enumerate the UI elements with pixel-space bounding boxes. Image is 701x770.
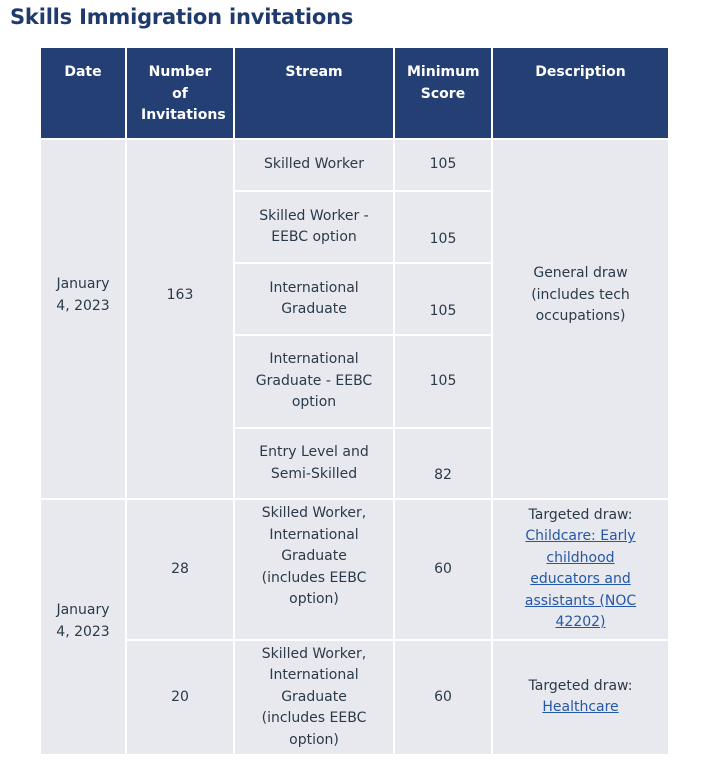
table-header-row — [40, 47, 669, 139]
table-row — [40, 499, 669, 640]
column-header-number-of-invitations: Number of Invitations — [126, 47, 234, 139]
stream-cell: Entry Level and Semi-Skilled — [234, 428, 394, 499]
description-cell — [492, 499, 669, 640]
description-cell — [492, 640, 669, 756]
invitations-table — [39, 46, 670, 756]
number-of-invitations-cell: 163 — [126, 139, 234, 499]
stream-cell: Skilled Worker - EEBC option — [234, 191, 394, 263]
stream-cell: Skilled Worker — [234, 139, 394, 191]
stream-cell: International Graduate — [234, 263, 394, 335]
date-cell: January 4, 2023 — [40, 139, 126, 499]
minimum-score-cell: 60 — [394, 499, 492, 640]
description-prefix: Targeted draw: — [528, 677, 633, 694]
childcare-link[interactable]: Childcare: Early childhood educators and assistants (NOC 42202) — [524, 528, 637, 631]
stream-cell: Skilled Worker, International Graduate (includes EEBC option) — [234, 499, 394, 640]
date-cell: January 4, 2023 — [40, 499, 126, 755]
minimum-score-cell: 60 — [394, 640, 492, 756]
minimum-score-cell: 105 — [394, 191, 492, 263]
minimum-score-cell: 82 — [394, 428, 492, 499]
stream-cell: International Graduate - EEBC option — [234, 335, 394, 428]
column-header-stream: Stream — [234, 47, 394, 139]
number-of-invitations-cell: 20 — [126, 640, 234, 756]
column-header-minimum-score: Minimum Score — [394, 47, 492, 139]
healthcare-link[interactable]: Healthcare — [542, 699, 619, 716]
stream-cell: Skilled Worker, International Graduate (includes EEBC option) — [234, 640, 394, 756]
minimum-score-cell: 105 — [394, 139, 492, 191]
minimum-score-cell: 105 — [394, 263, 492, 335]
table-row — [40, 640, 669, 756]
page-title: Skills Immigration invitations — [10, 5, 354, 29]
number-of-invitations-cell: 28 — [126, 499, 234, 640]
minimum-score-cell: 105 — [394, 335, 492, 428]
table-row — [40, 139, 669, 191]
column-header-description: Description — [492, 47, 669, 139]
column-header-date: Date — [40, 47, 126, 139]
description-prefix: Targeted draw: — [528, 506, 633, 523]
description-cell: General draw (includes tech occupations) — [492, 139, 669, 499]
